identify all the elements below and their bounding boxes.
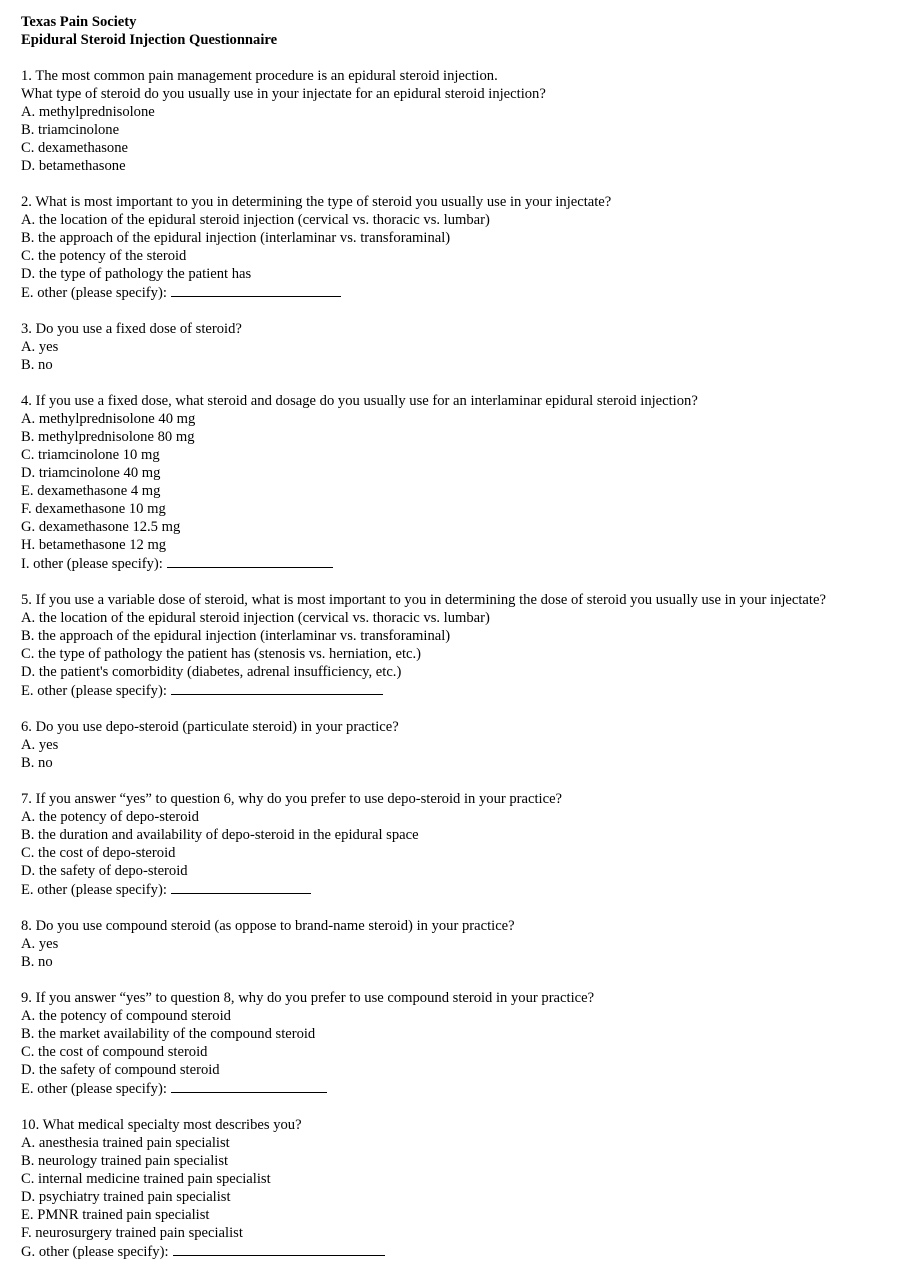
question-10-other-blank[interactable] <box>173 1242 385 1256</box>
question-7-option-b: B. the duration and availability of depo-steroid in the epidural space <box>21 827 419 843</box>
question-10-other-label: G. other (please specify): <box>21 1244 169 1260</box>
question-6-text: 6. Do you use depo-steroid (particulate steroid) in your practice? <box>21 719 399 735</box>
question-7 <box>21 790 891 899</box>
question-6-option-b: B. no <box>21 755 53 771</box>
question-6-option-a: A. yes <box>21 737 59 753</box>
question-9-option-other <box>21 1079 891 1098</box>
question-1-option-b: B. triamcinolone <box>21 122 120 138</box>
question-10-option-a: A. anesthesia trained pain specialist <box>21 1135 230 1151</box>
question-5-option-a: A. the location of the epidural steroid injection (cervical vs. thoracic vs. lumbar) <box>21 610 490 626</box>
question-2-option-c: C. the potency of the steroid <box>21 248 187 264</box>
question-3-option-b: B. no <box>21 357 53 373</box>
question-10 <box>21 1116 891 1261</box>
question-1-option-d: D. betamethasone <box>21 158 126 174</box>
question-2-other-label: E. other (please specify): <box>21 285 167 301</box>
question-4-option-f: F. dexamethasone 10 mg <box>21 501 166 517</box>
question-9-other-blank[interactable] <box>171 1079 327 1093</box>
question-10-option-d: D. psychiatry trained pain specialist <box>21 1189 231 1205</box>
question-10-text: 10. What medical specialty most describes you? <box>21 1117 302 1133</box>
question-4-option-other <box>21 554 891 573</box>
question-9-option-d: D. the safety of compound steroid <box>21 1062 220 1078</box>
question-8-option-a: A. yes <box>21 936 59 952</box>
question-7-other-label: E. other (please specify): <box>21 882 167 898</box>
question-9-option-c: C. the cost of compound steroid <box>21 1044 208 1060</box>
question-4-option-h: H. betamethasone 12 mg <box>21 537 167 553</box>
question-8-text: 8. Do you use compound steroid (as oppose to brand-name steroid) in your practice? <box>21 918 515 934</box>
question-4 <box>21 392 891 573</box>
question-5-option-b: B. the approach of the epidural injection (interlaminar vs. transforaminal) <box>21 628 451 644</box>
question-4-option-e: E. dexamethasone 4 mg <box>21 483 161 499</box>
question-4-option-c: C. triamcinolone 10 mg <box>21 447 160 463</box>
document-title: Epidural Steroid Injection Questionnaire <box>21 32 278 48</box>
question-7-option-a: A. the potency of depo-steroid <box>21 809 199 825</box>
question-1-option-a: A. methylprednisolone <box>21 104 155 120</box>
question-4-option-a: A. methylprednisolone 40 mg <box>21 411 196 427</box>
question-5-other-blank[interactable] <box>171 681 383 695</box>
question-2-option-b: B. the approach of the epidural injection (interlaminar vs. transforaminal) <box>21 230 451 246</box>
question-8 <box>21 917 891 971</box>
questionnaire-document <box>21 13 891 1261</box>
question-4-other-blank[interactable] <box>167 554 333 568</box>
question-3-text: 3. Do you use a fixed dose of steroid? <box>21 321 242 337</box>
organization-name: Texas Pain Society <box>21 14 137 30</box>
question-10-option-c: C. internal medicine trained pain specialist <box>21 1171 271 1187</box>
question-4-option-g: G. dexamethasone 12.5 mg <box>21 519 181 535</box>
question-1-option-c: C. dexamethasone <box>21 140 128 156</box>
question-7-text: 7. If you answer “yes” to question 6, why do you prefer to use depo-steroid in your practice? <box>21 791 563 807</box>
question-2-option-other <box>21 283 891 302</box>
question-10-option-b: B. neurology trained pain specialist <box>21 1153 229 1169</box>
question-4-text: 4. If you use a fixed dose, what steroid and dosage do you usually use for an interlaminar epidural steroid injection? <box>21 393 698 409</box>
question-8-option-b: B. no <box>21 954 53 970</box>
question-9-option-a: A. the potency of compound steroid <box>21 1008 231 1024</box>
question-9-text: 9. If you answer “yes” to question 8, why do you prefer to use compound steroid in your practice? <box>21 990 595 1006</box>
question-1-text: 1. The most common pain management procedure is an epidural steroid injection. <box>21 68 498 84</box>
question-9-option-b: B. the market availability of the compound steroid <box>21 1026 316 1042</box>
question-5-option-other <box>21 681 891 700</box>
question-5-option-c: C. the type of pathology the patient has (stenosis vs. herniation, etc.) <box>21 646 422 662</box>
question-3 <box>21 320 891 374</box>
question-3-option-a: A. yes <box>21 339 59 355</box>
question-9 <box>21 989 891 1098</box>
question-2-other-blank[interactable] <box>171 283 341 297</box>
question-7-option-other <box>21 880 891 899</box>
question-7-other-blank[interactable] <box>171 880 311 894</box>
question-2-text: 2. What is most important to you in determining the type of steroid you usually use in your injectate? <box>21 194 612 210</box>
question-6 <box>21 718 891 772</box>
question-4-option-d: D. triamcinolone 40 mg <box>21 465 161 481</box>
question-4-option-b: B. methylprednisolone 80 mg <box>21 429 195 445</box>
question-5 <box>21 591 891 700</box>
question-5-other-label: E. other (please specify): <box>21 683 167 699</box>
question-9-other-label: E. other (please specify): <box>21 1081 167 1097</box>
question-10-option-other <box>21 1242 891 1261</box>
question-2-option-d: D. the type of pathology the patient has <box>21 266 252 282</box>
question-7-option-d: D. the safety of depo-steroid <box>21 863 188 879</box>
question-10-option-e: E. PMNR trained pain specialist <box>21 1207 210 1223</box>
question-10-option-f: F. neurosurgery trained pain specialist <box>21 1225 243 1241</box>
question-1-text-continued: What type of steroid do you usually use in your injectate for an epidural steroid injection? <box>21 86 546 102</box>
question-2 <box>21 193 891 302</box>
question-4-other-label: I. other (please specify): <box>21 556 163 572</box>
question-5-option-d: D. the patient's comorbidity (diabetes, adrenal insufficiency, etc.) <box>21 664 402 680</box>
question-7-option-c: C. the cost of depo-steroid <box>21 845 176 861</box>
question-1 <box>21 67 891 175</box>
question-5-text: 5. If you use a variable dose of steroid, what is most important to you in determining the dose of steroid you usually use in your injectate? <box>21 592 826 608</box>
question-2-option-a: A. the location of the epidural steroid injection (cervical vs. thoracic vs. lumbar) <box>21 212 490 228</box>
